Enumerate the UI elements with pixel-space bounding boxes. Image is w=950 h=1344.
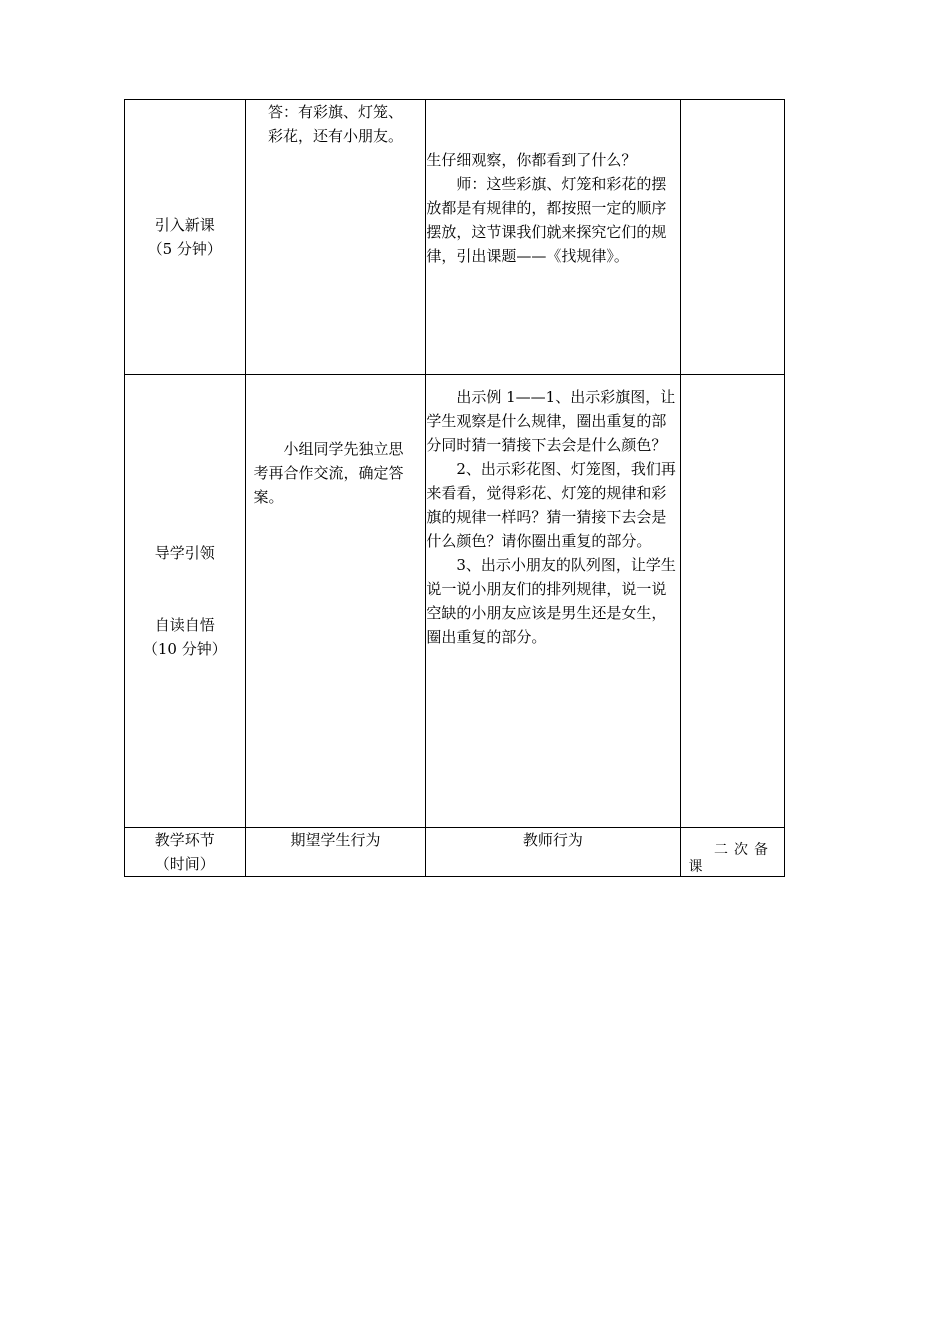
header-remark-line: 课: [688, 859, 703, 875]
header-student: 期望学生行为: [245, 828, 426, 877]
stage-cell: [125, 100, 246, 375]
student-behavior-cell: [245, 375, 426, 828]
student-line: 彩花，还有小朋友。: [267, 127, 403, 145]
stage-name: 导学引领: [154, 544, 215, 562]
header-remark-line: 二次备: [714, 842, 774, 858]
teacher-paragraph: 师：这些彩旗、灯笼和彩花的摆放都是有规律的，都按照一定的顺序摆放，这节课我们就来探究它们的规律，引出课题——《找规律》。: [426, 175, 667, 265]
teacher-paragraph: 出示例 1——1、出示彩旗图，让学生观察是什么规律，圈出重复的部分同时猜一猜接下去会是什么颜色？: [426, 388, 676, 454]
remark-cell: [680, 100, 785, 375]
teacher-paragraph: 2、出示彩花图、灯笼图，我们再来看看，觉得彩花、灯笼的规律和彩旗的规律一样吗？猜一猜接下去会是什么颜色？请你圈出重复的部分。: [426, 460, 676, 550]
stage-time: （5 分钟）: [147, 240, 222, 258]
header-teacher: 教师行为: [426, 828, 680, 877]
teacher-paragraph: 3、出示小朋友的队列图，让学生说一说小朋友们的排列规律，说一说空缺的小朋友应该是男生还是女生，圈出重复的部分。: [426, 556, 676, 646]
lesson-plan-table: [124, 99, 785, 877]
stage-cell: [125, 375, 246, 828]
teacher-line: 生仔细观察，你都看到了什么？: [426, 151, 637, 169]
header-stage: [125, 828, 246, 877]
stage-name: 引入新课: [154, 216, 215, 234]
stage-time: （10 分钟）: [142, 640, 227, 658]
stage-subname: 自读自悟: [154, 616, 215, 634]
teacher-behavior-cell: [426, 100, 680, 375]
header-stage-line: （时间）: [154, 855, 215, 873]
table-row: [125, 100, 785, 375]
student-line: 答：有彩旗、灯笼、: [267, 103, 403, 121]
header-remark: [680, 828, 785, 877]
teacher-behavior-cell: [426, 375, 680, 828]
student-paragraph: 小组同学先独立思考再合作交流，确定答案。: [253, 440, 404, 506]
table-header-row: [125, 828, 785, 877]
table-row: [125, 375, 785, 828]
student-behavior-cell: [245, 100, 426, 375]
remark-cell: [680, 375, 785, 828]
header-stage-line: 教学环节: [154, 831, 215, 849]
